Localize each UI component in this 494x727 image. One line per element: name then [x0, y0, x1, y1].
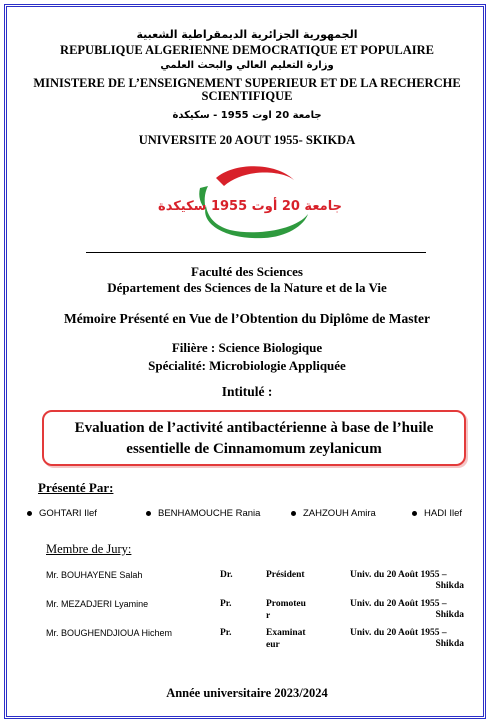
- jury-grade: Dr.: [220, 570, 233, 580]
- thesis-title-line-2: essentielle de Cinnamomum zeylanicum: [126, 441, 382, 457]
- thesis-title-box: [42, 410, 466, 466]
- jury-affiliation-line-2: Shikda: [435, 581, 464, 591]
- jury-affiliation-line-1: Univ. du 20 Août 1955 –: [350, 628, 447, 638]
- intitule-label: Intitulé :: [221, 384, 273, 399]
- presenter-4: [412, 508, 462, 519]
- bullet-icon: [412, 511, 417, 516]
- presenter-1: [27, 508, 97, 519]
- presenter-2: [146, 508, 260, 519]
- presenter-name: ZAHZOUH Amira: [303, 508, 376, 519]
- bullet-icon: [146, 511, 151, 516]
- filiere: Filière : Science Biologique: [171, 340, 323, 355]
- jury-role-line-1: Promoteu: [266, 599, 306, 609]
- presented-by-label: Présenté Par:: [38, 480, 114, 495]
- presenter-name: GOHTARI Ilef: [39, 508, 97, 519]
- presenter-3: [291, 508, 376, 519]
- specialite: Spécialité: Microbiologie Appliquée: [148, 358, 346, 373]
- jury-grade: Pr.: [220, 599, 232, 609]
- jury-affiliation-line-2: Shikda: [435, 639, 464, 649]
- divider: [86, 252, 426, 253]
- arabic-ministry-line: وزارة التعليم العالي والبحث العلمي: [160, 60, 334, 71]
- presenter-name: HADI Ilef: [424, 508, 463, 519]
- jury-affiliation-line-1: Univ. du 20 Août 1955 –: [350, 570, 447, 580]
- republic-line: REPUBLIQUE ALGERIENNE DEMOCRATIQUE ET POPULAIRE: [60, 43, 434, 57]
- jury-role-line-2: eur: [266, 640, 280, 650]
- jury-affiliation-line-1: Univ. du 20 Août 1955 –: [350, 599, 447, 609]
- jury-grade: Pr.: [220, 628, 232, 638]
- university-logo: [158, 160, 342, 240]
- thesis-title-line-1: Evaluation de l’activité antibactérienne à base de l’huile: [74, 420, 434, 436]
- jury-name: Mr. BOUHAYENE Salah: [46, 570, 143, 580]
- university-line: UNIVERSITE 20 AOUT 1955- SKIKDA: [138, 133, 356, 147]
- jury-label: Membre de Jury:: [46, 542, 132, 556]
- faculty-name: Faculté des Sciences: [191, 264, 303, 279]
- memoire-statement: Mémoire Présenté en Vue de l’Obtention du Diplôme de Master: [63, 311, 431, 326]
- jury-role-line-1: Président: [266, 570, 305, 580]
- logo-text: جامعة 20 أوت 1955 سكيكدة: [158, 199, 342, 214]
- department-name: Département des Sciences de la Nature et de la Vie: [107, 280, 387, 295]
- jury-role-line-2: r: [266, 611, 271, 621]
- ministry-line-1: MINISTERE DE L’ENSEIGNEMENT SUPERIEUR ET DE LA RECHERCHE: [33, 76, 461, 90]
- jury-role-line-1: Examinat: [266, 628, 306, 638]
- bullet-icon: [291, 511, 296, 516]
- ministry-line-2: SCIENTIFIQUE: [201, 89, 293, 103]
- jury-name: Mr. MEZADJERI Lyamine: [46, 599, 149, 609]
- presenter-name: BENHAMOUCHE Rania: [158, 508, 261, 519]
- jury-name: Mr. BOUGHENDJIOUA Hichem: [46, 628, 173, 638]
- arabic-republic-line: الجمهورية الجزائرية الديمقراطية الشعبية: [136, 28, 358, 41]
- jury-affiliation-line-2: Shikda: [435, 610, 464, 620]
- bullet-icon: [27, 511, 32, 516]
- academic-year: Année universitaire 2023/2024: [166, 686, 328, 700]
- arabic-university-line: جامعة 20 اوت 1955 - سكيكدة: [172, 110, 322, 121]
